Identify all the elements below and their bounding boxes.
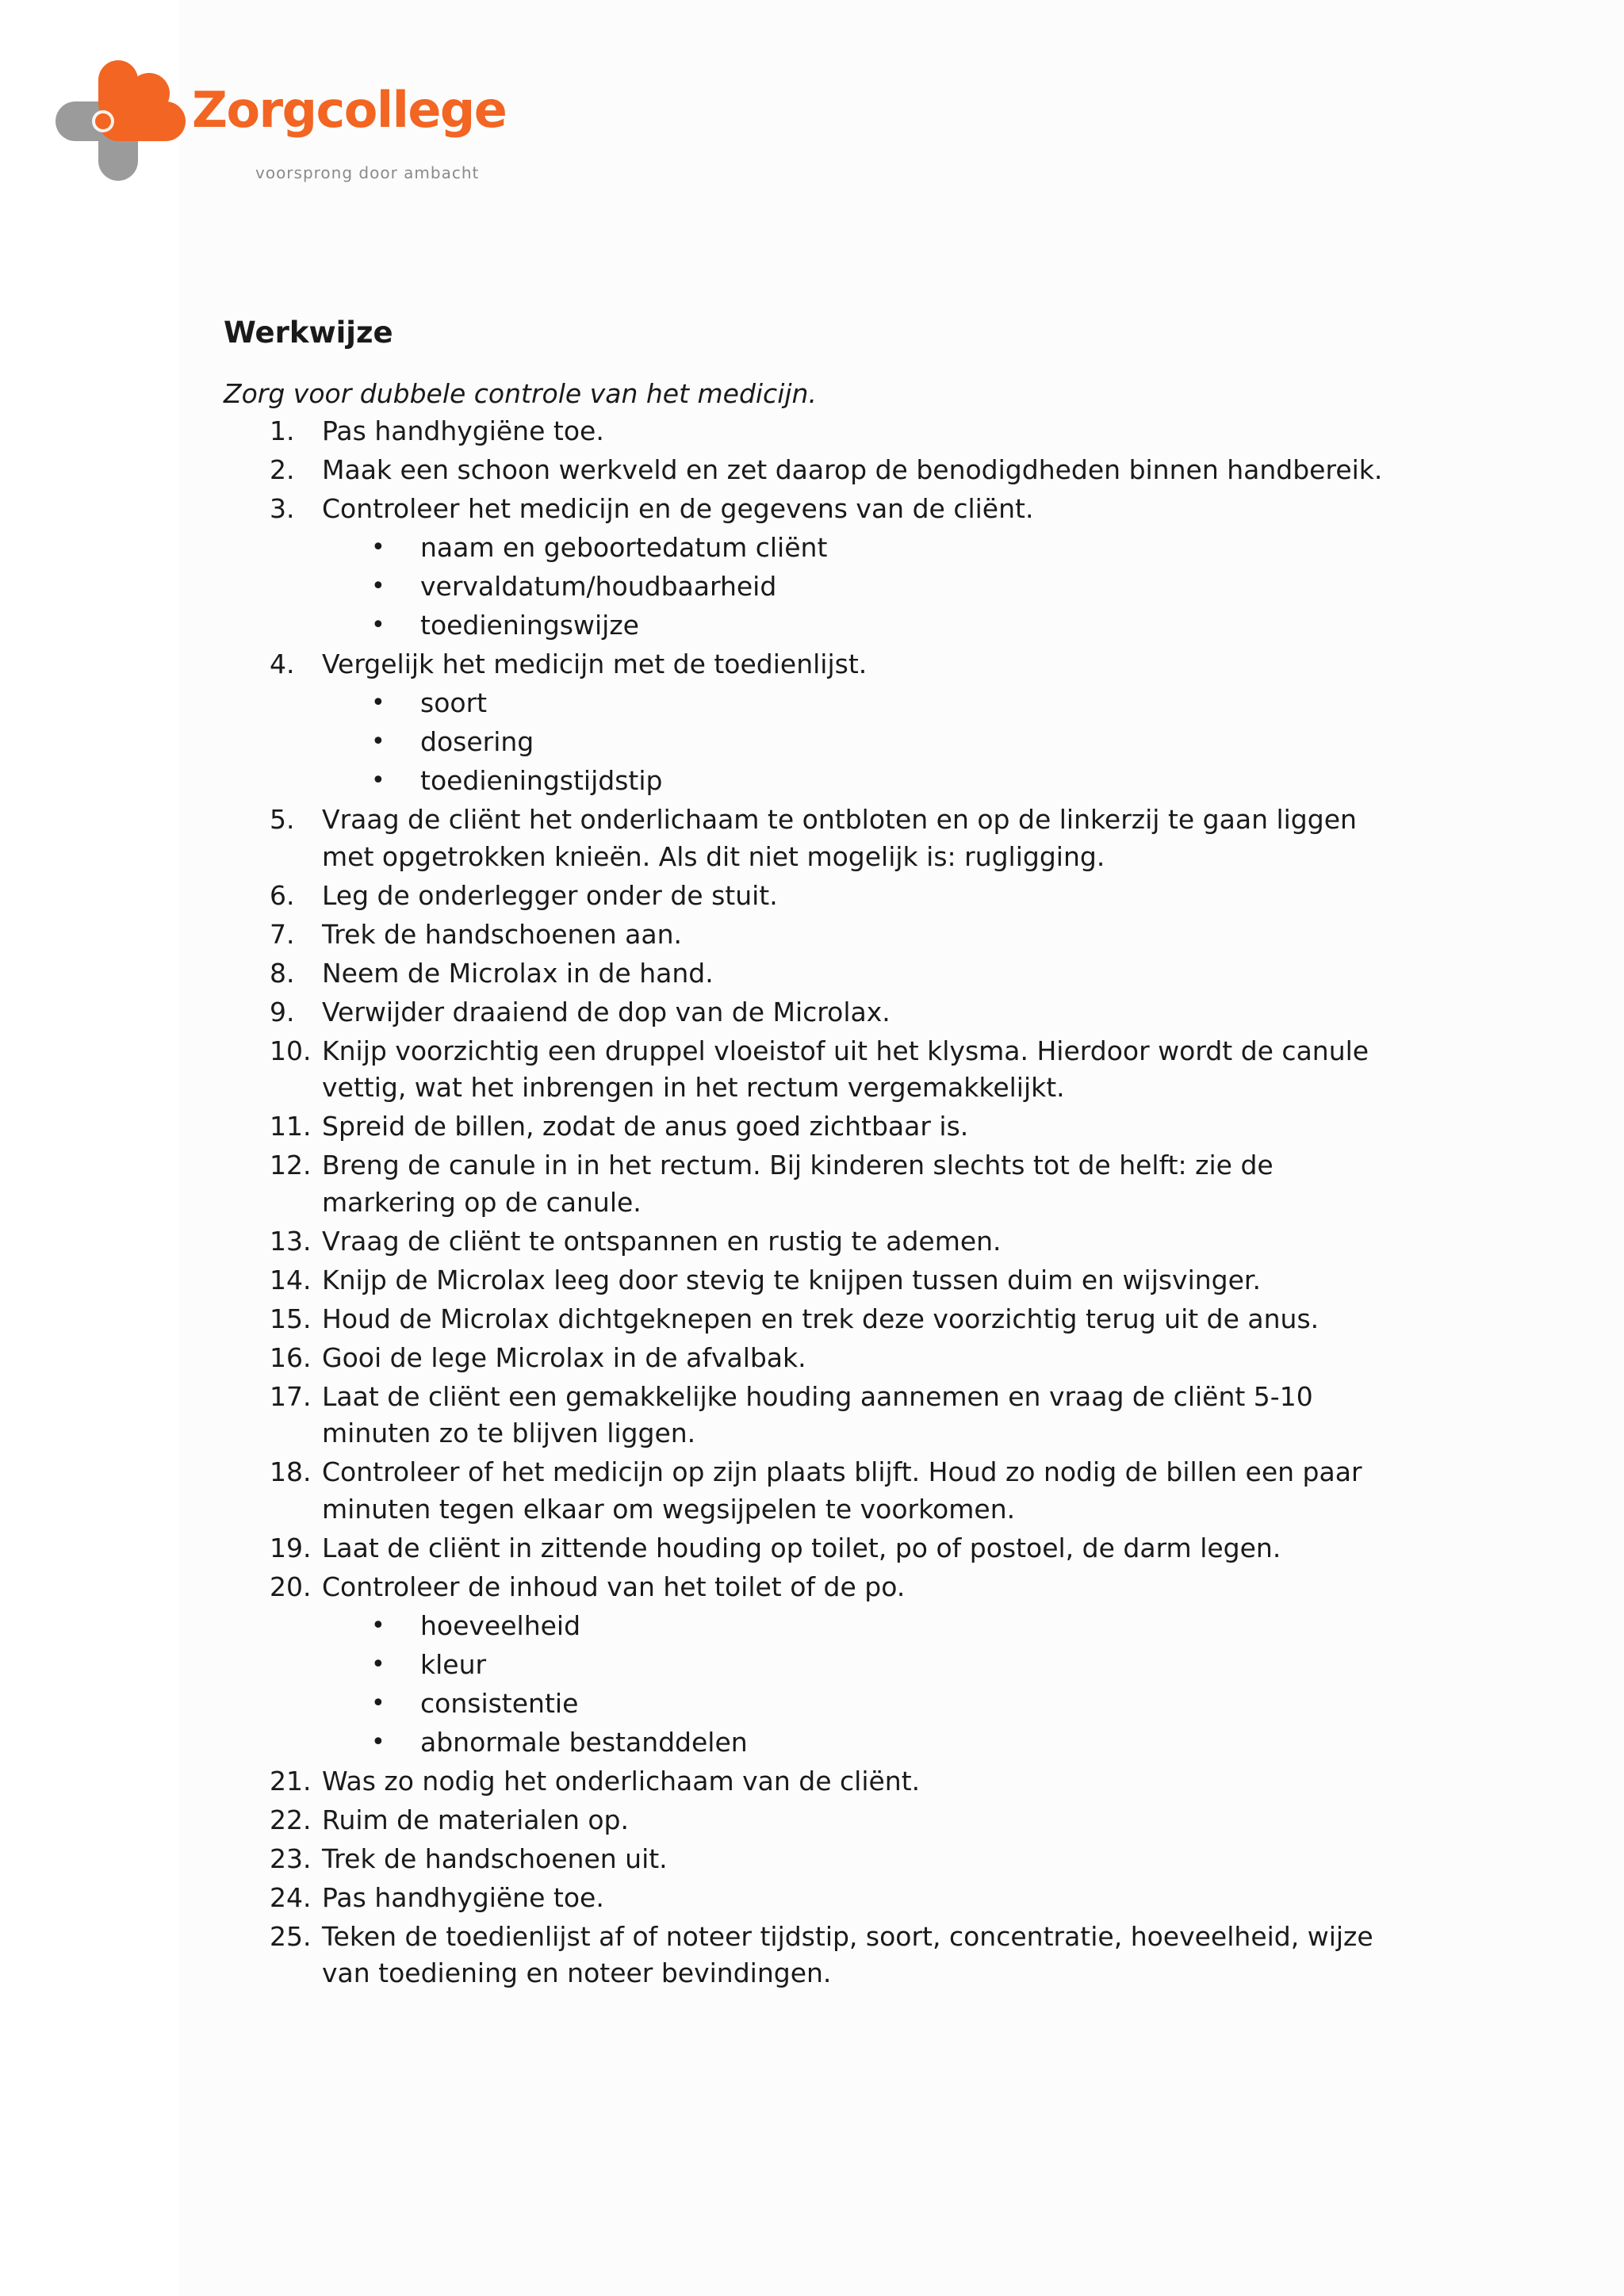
step-number: 12. (270, 1150, 312, 1181)
step-number: 7. (270, 918, 295, 950)
step-text: Vergelijk het medicijn met de toedienlijst. (322, 649, 868, 679)
step-text: Breng de canule in in het rectum. Bij kinderen slechts tot de helft: zie de markering op de canule. (322, 1150, 1274, 1218)
step-number: 23. (270, 1843, 312, 1874)
sub-list (322, 1608, 1413, 1762)
step-number: 19. (270, 1532, 312, 1563)
sub-list-item (322, 685, 1413, 722)
sub-item-text: abnormale bestanddelen (420, 1726, 748, 1758)
list-item (224, 994, 1413, 1031)
list-item (224, 1802, 1413, 1839)
list-item (224, 1301, 1413, 1338)
list-item (224, 1379, 1413, 1452)
sub-list-item (322, 1686, 1413, 1723)
step-text: Gooi de lege Microlax in de afvalbak. (322, 1341, 806, 1373)
step-text: Vraag de cliënt te ontspannen en rustig te ademen. (322, 1225, 1002, 1257)
list-item (224, 916, 1413, 954)
step-text: Ruim de materialen op. (322, 1804, 629, 1835)
list-item (224, 1223, 1413, 1261)
sub-list-item (322, 1608, 1413, 1645)
list-item (224, 413, 1413, 450)
list-item (224, 878, 1413, 915)
step-text: Pas handhygiëne toe. (322, 415, 604, 446)
step-number: 14. (270, 1264, 312, 1295)
step-number: 24. (270, 1881, 312, 1913)
step-text: Was zo nodig het onderlichaam van de cliënt. (322, 1765, 921, 1797)
bullet-icon: • (371, 572, 385, 600)
sub-list-item (322, 568, 1413, 606)
bullet-icon: • (371, 1611, 385, 1640)
step-number: 2. (270, 454, 295, 485)
sub-item-text: consistentie (420, 1687, 579, 1719)
cross-logo-icon (56, 57, 190, 188)
step-text: Vraag de cliënt het onderlichaam te ontbloten en op de linkerzij te gaan liggen met opgetrokken knieën. Als dit niet mogelijk is: rugligging. (322, 804, 1357, 872)
list-item (224, 1841, 1413, 1878)
step-number: 22. (270, 1804, 312, 1835)
intro-text: Zorg voor dubbele controle van het medicijn. (224, 378, 817, 409)
step-text: Laat de cliënt in zittende houding op toilet, po of postoel, de darm legen. (322, 1532, 1281, 1563)
sub-list-item (322, 1724, 1413, 1762)
sub-item-text: toedieningswijze (420, 610, 639, 641)
step-number: 20. (270, 1571, 312, 1602)
bullet-icon: • (371, 611, 385, 639)
sub-list (322, 685, 1413, 800)
step-number: 10. (270, 1035, 312, 1066)
list-item (224, 802, 1413, 875)
step-number: 11. (270, 1111, 312, 1142)
step-text: Pas handhygiëne toe. (322, 1881, 604, 1913)
sub-list-item (322, 607, 1413, 645)
step-number: 16. (270, 1341, 312, 1373)
step-text: Laat de cliënt een gemakkelijke houding aannemen en vraag de cliënt 5-10 minuten zo te blijven liggen. (322, 1380, 1313, 1448)
bullet-icon: • (371, 534, 385, 561)
list-item (224, 955, 1413, 993)
step-number: 8. (270, 957, 295, 989)
step-number: 9. (270, 996, 295, 1027)
step-text: Controleer of het medicijn op zijn plaats blijft. Houd zo nodig de billen een paar minuten tegen elkaar om wegsijpelen te voorkomen. (322, 1456, 1362, 1525)
bullet-icon: • (371, 728, 385, 756)
sub-item-text: toedieningstijdstip (420, 765, 663, 796)
logo-tagline: voorsprong door ambacht (255, 163, 480, 182)
logo-wordmark: Zorgcollege (192, 81, 507, 139)
steps-list (224, 413, 1413, 1992)
list-item (224, 1530, 1413, 1567)
bullet-icon: • (371, 1728, 385, 1756)
zorgcollege-logo (56, 57, 507, 192)
sub-list-item (322, 1647, 1413, 1684)
step-text: Knijp de Microlax leeg door stevig te knijpen tussen duim en wijsvinger. (322, 1264, 1261, 1295)
sub-list-item (322, 763, 1413, 800)
list-item (224, 452, 1413, 489)
step-number: 18. (270, 1456, 312, 1487)
step-text: Controleer het medicijn en de gegevens van de cliënt. (322, 493, 1034, 524)
list-item (224, 646, 1413, 800)
list-item (224, 1262, 1413, 1299)
step-text: Spreid de billen, zodat de anus goed zichtbaar is. (322, 1111, 969, 1142)
step-text: Maak een schoon werkveld en zet daarop de benodigdheden binnen handbereik. (322, 454, 1383, 485)
step-number: 17. (270, 1380, 312, 1412)
list-item (224, 1763, 1413, 1800)
bullet-icon: • (371, 1650, 385, 1678)
sub-list-item (322, 724, 1413, 761)
step-text: Knijp voorzichtig een druppel vloeistof uit het klysma. Hierdoor wordt de canule vettig, wat het inbrengen in het rectum vergemakkelijkt. (322, 1035, 1369, 1103)
section-heading: Werkwijze (224, 316, 393, 350)
list-item (224, 1108, 1413, 1146)
step-text: Trek de handschoenen aan. (322, 918, 683, 950)
step-number: 6. (270, 879, 295, 911)
list-item (224, 1340, 1413, 1377)
sub-item-text: kleur (420, 1648, 487, 1680)
step-text: Controleer de inhoud van het toilet of de po. (322, 1571, 906, 1602)
step-number: 25. (270, 1920, 312, 1952)
step-number: 21. (270, 1765, 312, 1797)
step-number: 13. (270, 1225, 312, 1257)
sub-list-item (322, 530, 1413, 567)
step-number: 15. (270, 1303, 312, 1334)
step-text: Houd de Microlax dichtgeknepen en trek deze voorzichtig terug uit de anus. (322, 1303, 1320, 1334)
list-item (224, 1569, 1413, 1762)
sub-item-text: vervaldatum/houdbaarheid (420, 571, 777, 602)
step-number: 1. (270, 415, 295, 446)
step-number: 5. (270, 804, 295, 835)
step-text: Teken de toedienlijst af of noteer tijdstip, soort, concentratie, hoeveelheid, wijze van toediening en noteer bevindingen. (322, 1920, 1373, 1988)
bullet-icon: • (371, 767, 385, 794)
step-text: Verwijder draaiend de dop van de Microlax. (322, 996, 891, 1027)
list-item (224, 491, 1413, 645)
bullet-icon: • (371, 689, 385, 717)
sub-item-text: soort (420, 687, 488, 718)
document-body (224, 311, 1413, 1994)
step-text: Leg de onderlegger onder de stuit. (322, 879, 778, 911)
list-item (224, 1919, 1413, 1992)
bullet-icon: • (371, 1689, 385, 1717)
list-item (224, 1147, 1413, 1221)
sub-item-text: naam en geboortedatum cliënt (420, 532, 828, 563)
step-text: Neem de Microlax in de hand. (322, 957, 714, 989)
list-item (224, 1454, 1413, 1528)
list-item (224, 1033, 1413, 1107)
sub-item-text: hoeveelheid (420, 1609, 581, 1641)
step-text: Trek de handschoenen uit. (322, 1843, 668, 1874)
sub-list (322, 530, 1413, 645)
sub-item-text: dosering (420, 726, 534, 757)
step-number: 4. (270, 649, 295, 679)
list-item (224, 1880, 1413, 1917)
step-number: 3. (270, 493, 295, 524)
